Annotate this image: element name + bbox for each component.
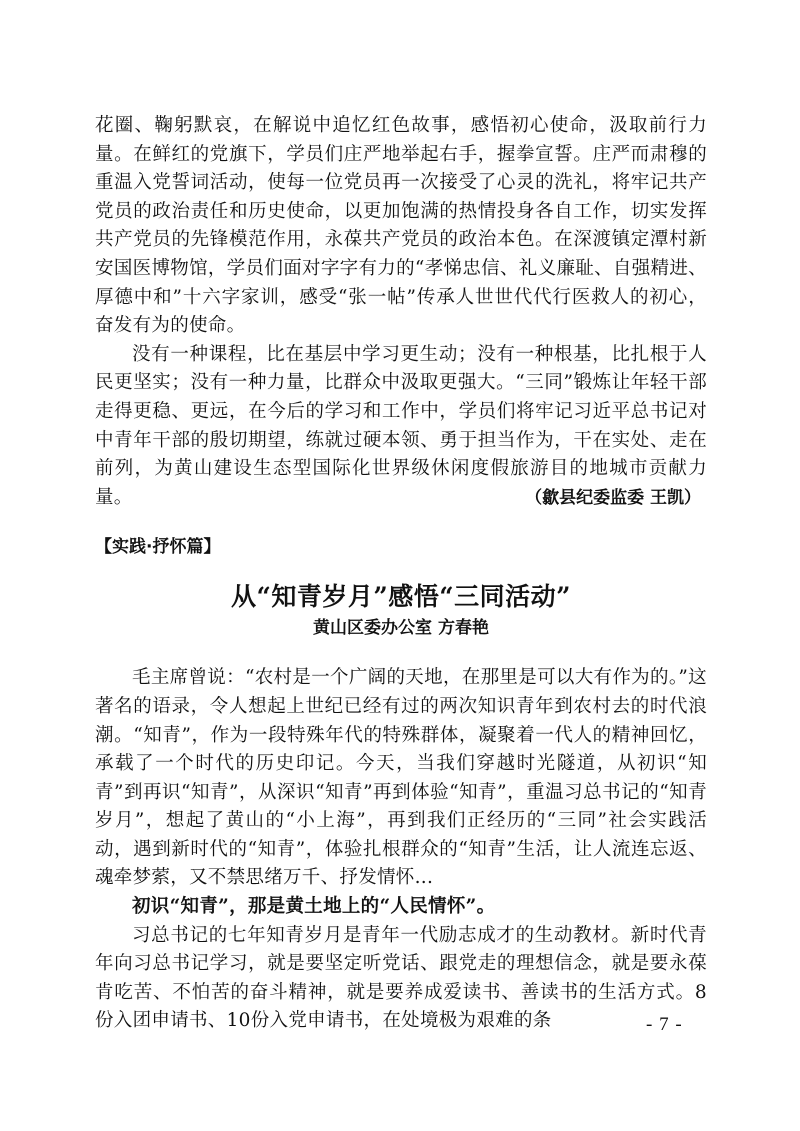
article1-paragraph-1: 花圈、鞠躬默哀，在解说中追忆红色故事，感悟初心使命，汲取前行力量。在鲜红的党旗下，学员们庄严地举起右手，握拳宣誓。庄严而肃穆的重温入党誓词活动，使每一位党员再一次接受了心灵的洗礼，将牢记共产党员的政治责任和历史使命，以更加饱满的热情投身各自工作，切实发挥共产党员的先锋模范作用，永葆共产党员的政治本色。在深渡镇定潭村新安国医博物馆，学员们面对字字有力的“孝悌忠信、礼义廉耻、自强精进、厚德中和”十六字家训，感受“张一帖”传承人世世代代行医救人的初心，奋发有为的使命。 — [95, 115, 707, 337]
article2-byline: 黄山区委办公室 方春艳 — [313, 618, 489, 639]
article2-paragraph-1: 毛主席曾说：“农村是一个广阔的天地，在那里是可以大有作为的。”这著名的语录，令人想起上世纪已经有过的两次知识青年到农村去的时代浪潮。“知青”，作为一段特殊年代的特殊群体，凝聚着一代人的精神回忆，承载了一个时代的历史印记。今天，当我们穿越时光隧道，从初识“知青”到再识“知青”，从深识“知青”再到体验“知青”，重温习总书记的“知青岁月”，想起了黄山的“小上海”，再到我们正经历的“三同”社会实践活动，遇到新时代的“知青”，体验扎根群众的“知青”生活，让人流连忘返、魂牵梦萦，又不禁思绪万千、抒发情怀... — [95, 667, 707, 889]
document-page — [95, 112, 707, 1036]
section-label: 【实践·抒怀篇】 — [95, 537, 221, 558]
article2-title: 从“知青岁月”感悟“三同活动” — [230, 582, 572, 612]
article2-subheading: 初识“知青”，那是黄土地上的“人民情怀”。 — [132, 896, 496, 918]
page-number: - 7 - — [646, 1014, 683, 1035]
article1-paragraph-2: 没有一种课程，比在基层中学习更生动；没有一种根基，比扎根于人民更坚实；没有一种力量，比群众中汲取更强大。“三同”锻炼让年轻干部走得更稳、更远，在今后的学习和工作中，学员们将牢记习近平总书记对中青年干部的殷切期望，练就过硬本领、勇于担当作为，干在实处、走在前列，为黄山建设生态型国际化世界级休闲度假旅游目的地城市贡献力量。 — [95, 343, 707, 508]
article1-signature: （歙县纪委监委 王凯） — [525, 487, 701, 508]
article2-paragraph-2: 习总书记的七年知青岁月是青年一代励志成才的生动教材。新时代青年向习总书记学习，就是要坚定听党话、跟党走的理想信念，就是要永葆肯吃苦、不怕苦的奋斗精神，就是要养成爱读书、善读书的生活方式。8份入团申请书、10份入党申请书，在处境极为艰难的条 — [95, 924, 707, 1032]
